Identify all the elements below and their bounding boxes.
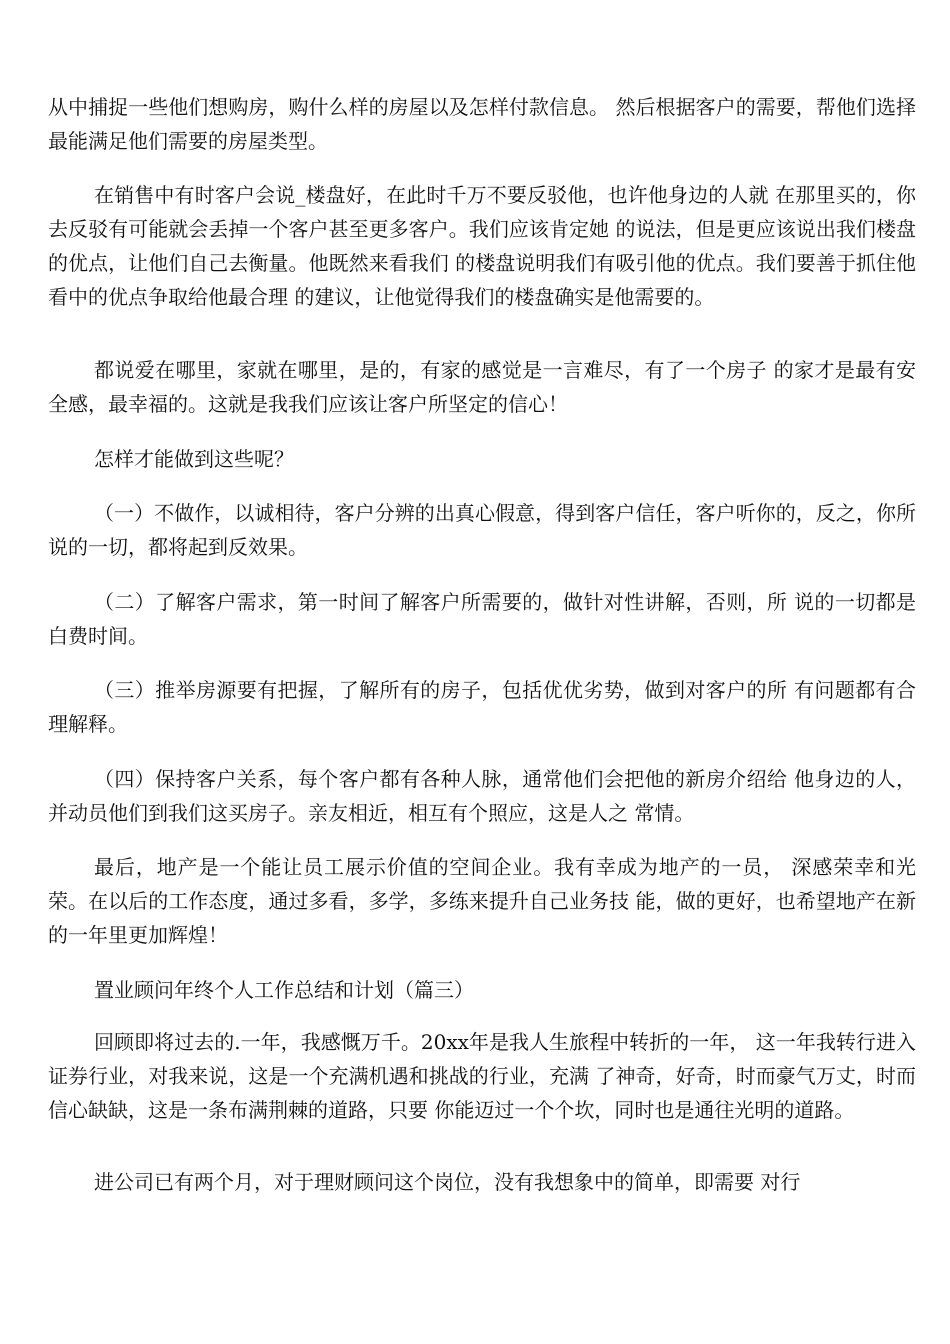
paragraph-2: 在销售中有时客户会说_楼盘好，在此时千万不要反驳他，也许他身边的人就 在那里买的，你去反驳有可能就会丢掉一个客户甚至更多客户。我们应该肯定她 的说法，但是更应该说出我们楼盘的优点，让他们自己去衡量。他既然来看我们 的楼盘说明我们有吸引他的优点。我们要善于抓住他看中的优点争取给他最合理 的建议，让他觉得我们的楼盘确实是他需要的。 [48, 183, 916, 309]
paragraph-4: 怎样才能做到这些呢？ [94, 447, 294, 471]
paragraph-8: （四）保持客户关系，每个客户都有各种人脉，通常他们会把他的新房介绍给 他身边的人，并动员他们到我们这买房子。亲友相近，相互有个照应，这是人之 常情。 [48, 767, 916, 825]
paragraph-1: 从中捕捉一些他们想购房，购什么样的房屋以及怎样付款信息。 然后根据客户的需要，帮他们选择最能满足他们需要的房屋类型。 [48, 95, 916, 153]
paragraph-7: （三）推举房源要有把握，了解所有的房子，包括优优劣势，做到对客户的所 有问题都有合理解释。 [48, 678, 916, 736]
paragraph-6: （二）了解客户需求，第一时间了解客户所需要的，做针对性讲解，否则，所 说的一切都是白费时间。 [48, 590, 916, 648]
section-heading: 置业顾问年终个人工作总结和计划（篇三） [94, 978, 474, 1002]
paragraph-9: 最后，地产是一个能让员工展示价值的空间企业。我有幸成为地产的一员， 深感荣幸和光荣。在以后的工作态度，通过多看，多学，多练来提升自己业务技 能，做的更好，也希望地产在新的一年里更加辉煌！ [48, 855, 916, 947]
paragraph-5: （一）不做作，以诚相待，客户分辨的出真心假意，得到客户信任，客户听你的，反之，你所说的一切，都将起到反效果。 [48, 501, 916, 559]
paragraph-11: 进公司已有两个月，对于理财顾问这个岗位，没有我想象中的简单，即需要 对行 [94, 1170, 801, 1194]
paragraph-3: 都说爱在哪里，家就在哪里，是的，有家的感觉是一言难尽，有了一个房子 的家才是最有安全感，最幸福的。这就是我我们应该让客户所坚定的信心！ [48, 358, 916, 416]
paragraph-10: 回顾即将过去的.一年，我感慨万千。20xx年是我人生旅程中转折的一年， 这一年我转行进入证券行业，对我来说，这是一个充满机遇和挑战的行业，充满 了神奇，好奇，时而豪气万丈，时而信心缺缺，这是一条布满荆棘的道路，只要 你能迈过一个个坎，同时也是通往光明的道路。 [48, 1030, 916, 1122]
